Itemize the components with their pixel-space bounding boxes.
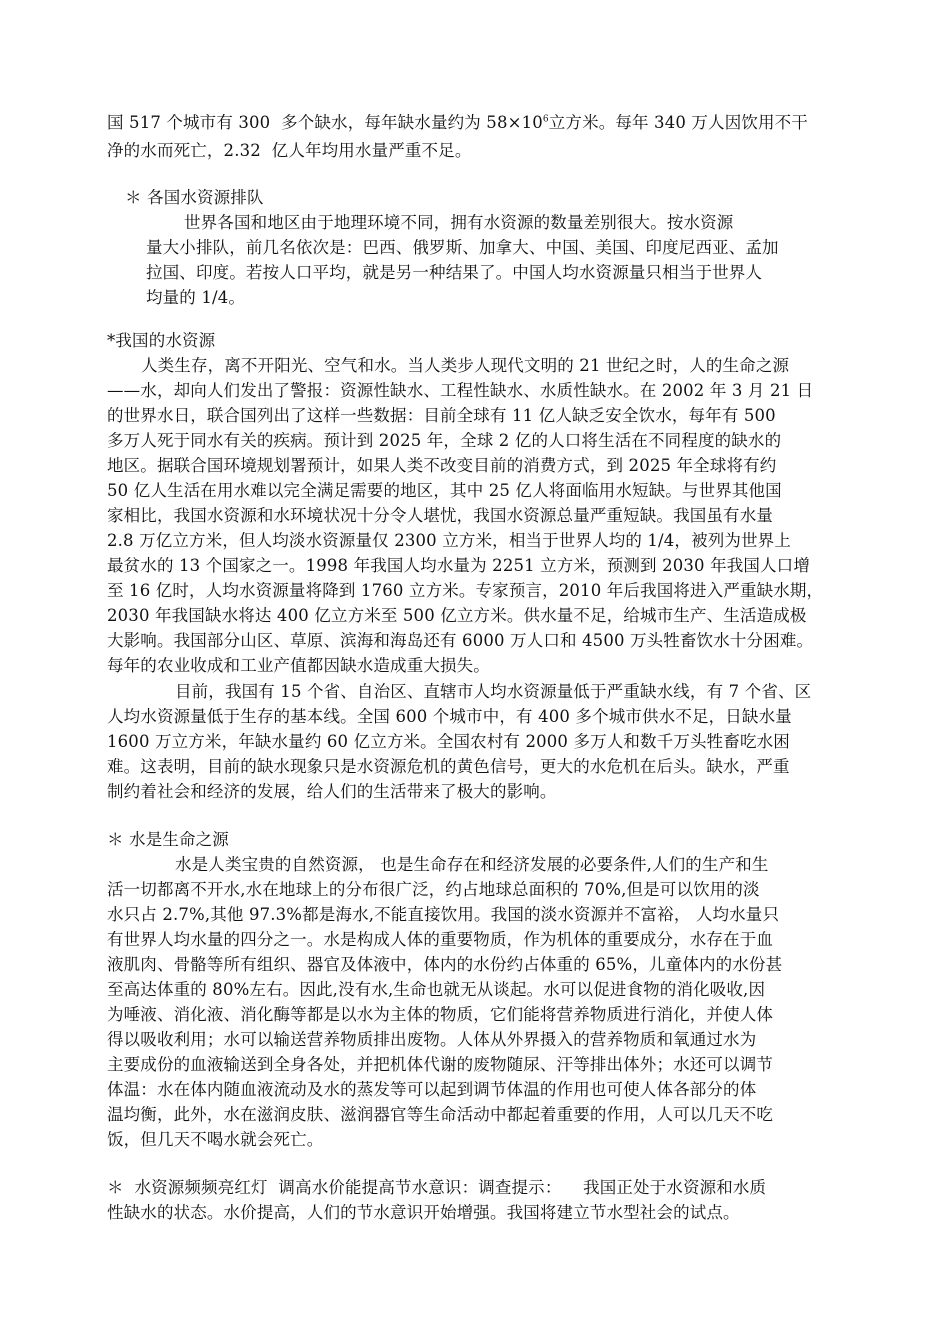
china-para2-line: 难。这表明，目前的缺水现象只是水资源危机的黄色信号，更大的水危机在后头。缺水，严重 <box>107 757 790 776</box>
life-line: 水只占 2.7%,其他 97.3%都是海水,不能直接饮用。我国的淡水资源并不富裕， 人均水量只 <box>107 905 780 924</box>
china-para1-line: 至 16 亿时，人均水资源量将降到 1760 立方米。专家预言，2010 年后我国将进入严重缺水期， <box>107 581 824 600</box>
china-para1-line: 2030 年我国缺水将达 400 亿立方米至 500 亿立方米。供水量不足，给城市生产、生活造成极 <box>107 606 807 625</box>
life-line: 液肌肉、骨骼等所有组织、器官及体液中，体内的水份约占体重的 65%，儿童体内的水份甚 <box>107 955 783 974</box>
china-para2-line: 制约着社会和经济的发展，给人们的生活带来了极大的影响。 <box>107 782 557 801</box>
intro-line-2: 净的水而死亡，2.32 亿人年均用水量严重不足。 <box>107 141 472 160</box>
exponent: 6 <box>542 114 549 125</box>
china-para1-line: 大影响。我国部分山区、草原、滨海和海岛还有 6000 万人口和 4500 万头牲畜饮水十分困难。 <box>107 631 814 650</box>
life-line: 有世界人均水量的四分之一。水是构成人体的重要物质，作为机体的重要成分，水存在于血 <box>107 930 773 949</box>
china-para1-line: 家相比，我国水资源和水环境状况十分令人堪忧，我国水资源总量严重短缺。我国虽有水量 <box>107 506 773 525</box>
intro-line-1 <box>107 113 808 133</box>
china-para2-line: 1600 万立方米，年缺水量约 60 亿立方米。全国农村有 2000 多万人和数千万头牲畜吃水困 <box>107 732 790 751</box>
life-line: 饭，但几天不喝水就会死亡。 <box>107 1130 324 1149</box>
section-heading-china: *我国的水资源 <box>107 331 216 350</box>
china-para1-line: 多万人死于同水有关的疾病。预计到 2025 年，全球 2 亿的人口将生活在不同程度的缺水的 <box>107 431 782 450</box>
ranking-line: 均量的 1/4。 <box>146 288 245 307</box>
section-heading-life: ＊ 水是生命之源 <box>107 830 229 849</box>
life-line: 至高达体重的 80%左右。因此,没有水,生命也就无从谈起。水可以促进食物的消化吸收,因 <box>107 980 766 999</box>
china-para1-line: 2.8 万亿立方米，但人均淡水资源量仅 2300 立方米，相当于世界人均的 1/4，被列为世界上 <box>107 531 791 550</box>
life-line: 为唾液、消化液、消化酶等都是以水为主体的物质，它们能将营养物质进行消化，并使人体 <box>107 1005 773 1024</box>
china-para1-line: 每年的农业收成和工业产值都因缺水造成重大损失。 <box>107 656 490 675</box>
intro-line-1a: 国 517 个城市有 300 多个缺水，每年缺水量约为 58×10 <box>107 113 543 132</box>
life-line: 水是人类宝贵的自然资源， 也是生命存在和经济发展的必要条件,人们的生产和生 <box>175 855 769 874</box>
life-line: 温均衡，此外，水在滋润皮肤、滋润器官等生命活动中都起着重要的作用，人可以几天不吃 <box>107 1105 773 1124</box>
price-line: 性缺水的状态。水价提高，人们的节水意识开始增强。我国将建立节水型社会的试点。 <box>107 1203 740 1222</box>
ranking-line: 量大小排队，前几名依次是：巴西、俄罗斯、加拿大、中国、美国、印度尼西亚、孟加 <box>146 238 779 257</box>
ranking-line: 世界各国和地区由于地理环境不同，拥有水资源的数量差别很大。按水资源 <box>184 213 734 232</box>
china-para1-line: 地区。据联合国环境规划署预计，如果人类不改变目前的消费方式，到 2025 年全球将有约 <box>107 456 777 475</box>
price-line: ＊ 水资源频频亮红灯 调高水价能提高节水意识：调查提示： 我国正处于水资源和水质 <box>107 1178 767 1197</box>
china-para1-line: 人类生存，离不开阳光、空气和水。当人类步人现代文明的 21 世纪之时，人的生命之源 <box>141 356 790 375</box>
life-line: 活一切都离不开水,水在地球上的分布很广泛，约占地球总面积的 70%,但是可以饮用的淡 <box>107 880 760 899</box>
section-heading-ranking: ＊ 各国水资源排队 <box>125 188 264 207</box>
life-line: 主要成份的血液输送到全身各处，并把机体代谢的废物随尿、汗等排出体外；水还可以调节 <box>107 1055 773 1074</box>
life-line: 体温：水在体内随血液流动及水的蒸发等可以起到调节体温的作用也可使人体各部分的体 <box>107 1080 757 1099</box>
china-para1-line: 最贫水的 13 个国家之一。1998 年我国人均水量为 2251 立方米，预测到 2030 年我国人口增 <box>107 556 810 575</box>
life-line: 得以吸收利用；水可以输送营养物质排出废物。人体从外界摄入的营养物质和氧通过水为 <box>107 1030 757 1049</box>
china-para1-line: 的世界水日，联合国列出了这样一些数据：目前全球有 11 亿人缺乏安全饮水，每年有 500 <box>107 406 776 425</box>
china-para1-line: 50 亿人生活在用水难以完全满足需要的地区，其中 25 亿人将面临用水短缺。与世界其他国 <box>107 481 782 500</box>
intro-line-1b: 立方米。每年 340 万人因饮用不干 <box>548 113 808 132</box>
china-para1-line: ——水，却向人们发出了警报：资源性缺水、工程性缺水、水质性缺水。在 2002 年 3 月 21 日 <box>107 381 814 400</box>
ranking-line: 拉国、印度。若按人口平均，就是另一种结果了。中国人均水资源量只相当于世界人 <box>146 263 763 282</box>
china-para2-line: 目前，我国有 15 个省、自治区、直辖市人均水资源量低于严重缺水线，有 7 个省、区 <box>175 682 812 701</box>
china-para2-line: 人均水资源量低于生存的基本线。全国 600 个城市中，有 400 多个城市供水不足，日缺水量 <box>107 707 792 726</box>
